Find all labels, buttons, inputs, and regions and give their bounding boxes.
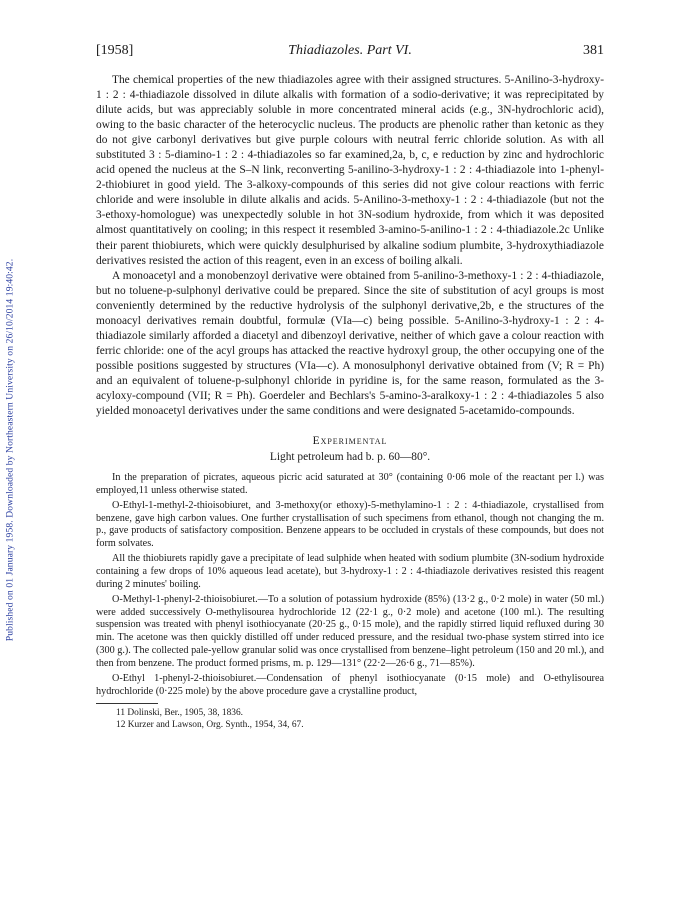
discussion-section: [96, 73, 604, 419]
article-body: [96, 73, 604, 731]
header-year: [1958]: [96, 43, 134, 58]
running-header: [96, 43, 604, 63]
paragraph-chemical-properties: The chemical properties of the new thiadiazoles agree with their assigned structures. 5-Anilino-3-hydroxy-1 : 2 : 4-thiadiazole dissolved in dilute alkalis with formation of a sodio-derivative; it was reprecipitated by dilute acids, but was appreciably soluble in more concentrated mineral acids (e.g., 3N-hydrochloric acid), owing to the basic character of the heterocyclic nucleus. The products are phenolic rather than ketonic as they do not give carbonyl derivatives but give purple colours with neutral ferric chloride solution. As with all substituted 3 : 5-diamino-1 : 2 : 4-thiadiazoles so far examined,2a, b, c, e reduction by zinc and hydrochloric acid opened the nucleus at the S–N link, reconverting 5-anilino-3-hydroxy-1 : 2 : 4-thiadiazole into 1-phenyl-2-thiobiuret in good yield. The 3-alkoxy-compounds of this series did not give colour reactions with ferric chloride and were insoluble in dilute alkalis and acids. 5-Anilino-3-methoxy-1 : 2 : 4-thiadiazole (but not the 3-ethoxy-homologue) was unexpectedly soluble in hot 3N-sodium hydroxide, from which it was deposited almost quantitatively on cooling; in this respect it resembled 3-amino-5-anilino-1 : 2 : 4-thiadiazole.2c Unlike their parent thiobiurets, which were quickly desulphurised by alkaline sodium plumbite, 3-hydroxythiadiazole derivatives resisted the action of this reagent, even in an excess of boiling alkali.: [96, 74, 604, 267]
header-title: Thiadiazoles. Part VI.: [288, 43, 412, 58]
experimental-section: [96, 472, 604, 698]
download-note: Published on 01 January 1958. Downloaded by Northeastern University on 26/10/2014 19:40:42.: [4, 258, 16, 642]
footnote-rule: [96, 703, 158, 704]
experimental-heading: Experimental: [312, 435, 388, 448]
footnote: 11 Dolinski, Ber., 1905, 38, 1836.: [116, 708, 243, 719]
experimental-subheading: Light petroleum had b. p. 60—80°.: [269, 451, 431, 464]
paragraph-ethyl-thioisobiuret: O-Ethyl 1-phenyl-2-thioisobiuret.—Condensation of phenyl isothiocyanate (0·15 mole) and O-ethylisourea hydrochloride (0·225 mole) by the above procedure gave a crystalline product,: [96, 672, 604, 697]
footnote: 12 Kurzer and Lawson, Org. Synth., 1954, 34, 67.: [116, 720, 304, 731]
paragraph-methyl-thioisobiuret: O-Methyl-1-phenyl-2-thioisobiuret.—To a solution of potassium hydroxide (85%) (13·2 g., 0·2 mole) in water (50 ml.) were added successively O-methylisourea hydrochloride 12 (22·1 g., 0·2 mole) and acetone (100 ml.). The resulting suspension was treated with phenyl isothiocyanate (20·25 g., 0·15 mole), and the rapidly stirred liquid refluxed during 30 min. The acetone was then quickly distilled off under reduced pressure, and the residual two-phase system stirred into ice (300 g.). The collected pale-yellow granular solid was once crystallised from benzene–light petroleum (150 and 20 ml.), and then from benzene. The product formed prisms, m. p. 129—131° (22·2—26·6 g., 71—85%).: [96, 593, 604, 669]
paragraph-plumbite: All the thiobiurets rapidly gave a precipitate of lead sulphide when heated with sodium plumbite (3N-sodium hydroxide containing a few drops of 10% aqueous lead acetate), but 3-hydroxy-1 : 2 : 4-thiadiazole derivatives resisted this reagent during 2 minutes' boiling.: [96, 553, 604, 590]
paragraph-picrates: In the preparation of picrates, aqueous picric acid saturated at 30° (containing 0·06 mole of the reactant per l.) was employed,11 unless otherwise stated.: [96, 472, 604, 496]
download-watermark: [2, 150, 18, 750]
page-number: 381: [583, 43, 604, 58]
paragraph-acyl-derivatives: A monoacetyl and a monobenzoyl derivative were obtained from 5-anilino-3-methoxy-1 : 2 : 4-thiadiazole, but no toluene-p-sulphonyl derivative could be prepared. Since the site of substitution of acyl groups is most conveniently determined by the reductive hydrolysis of the sulphonyl derivative,2b, e the structures of the monoacyl derivatives remain doubtful, formulæ (VIa—c) being possible. 5-Anilino-3-hydroxy-1 : 2 : 4-thiadiazole similarly afforded a diacetyl and dibenzoyl derivative, neither of which gave a colour reaction with ferric chloride: one of the acyl groups has attacked the reactive hydroxyl group, the other occupying one of the possible positions suggested by structures (VIa—c). A monosulphonyl derivative obtained from (V; R = Ph) and an equivalent of toluene-p-sulphonyl chloride in pyridine is, for the same reason, formulated as the 3-acyloxy-compound (VII; R = Ph). Goerdeler and Bechlars's 5-amino-3-aralkoxy-1 : 2 : 4-thiadiazoles 5 also yielded monoacetyl derivatives under the same conditions and were designated 5-acetamido-compounds.: [96, 269, 604, 418]
paragraph-crystallisation: O-Ethyl-1-methyl-2-thioisobiuret, and 3-methoxy(or ethoxy)-5-methylamino-1 : 2 : 4-thiadiazole, crystallised from benzene, gave high carbon values. One further crystallisation of such specimens from ethanol, though not changing the m. p., gave products of satisfactory composition. Benzene appears to be occluded in crystals of these compounds, but does not form solvates.: [96, 499, 604, 550]
